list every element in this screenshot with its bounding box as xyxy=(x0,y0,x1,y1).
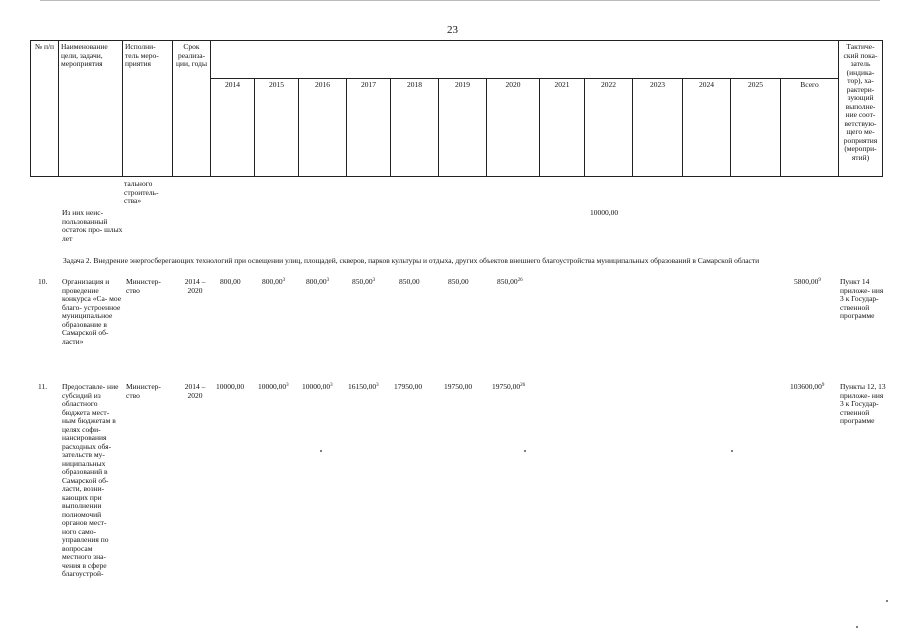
scan-speck xyxy=(856,626,858,628)
page-top-edge xyxy=(40,0,880,1)
header-year-2016: 2016 xyxy=(299,79,347,177)
row-11-2020: 19750,00$^{26}$ xyxy=(492,382,526,391)
header-year-2020: 2020 xyxy=(487,79,540,177)
header-year-2019: 2019 xyxy=(439,79,487,177)
scan-speck xyxy=(886,600,888,602)
row-10-indicator: Пункт 14 приложе- ния 3 к Государ- ственной программе xyxy=(840,277,884,320)
header-col-indicator: Тактиче- ский пока- затель (индика- тор), ха- рактери- зующий выполне- ние соот- ветствую- щего ме- роприятия (меропри- ятий) xyxy=(839,41,883,177)
row-10-2014: 800,00 xyxy=(220,277,241,286)
row-11-total: 103600,00$^9$ xyxy=(790,382,825,391)
row-11-2017: 16150,00$^3$ xyxy=(348,382,379,391)
scan-speck xyxy=(320,450,322,452)
scan-speck xyxy=(731,450,733,452)
row-10-total: 5800,00$^9$ xyxy=(794,277,821,286)
row-10-2018: 850,00 xyxy=(399,277,420,286)
row-11-2014: 10000,00 xyxy=(216,382,245,391)
header-col-exec: Исполни- тель меро- приятия xyxy=(123,41,173,177)
header-year-2025: 2025 xyxy=(731,79,781,177)
row-10-2016: 800,00$^3$ xyxy=(306,277,330,286)
row-11-indicator: Пункты 12, 13 приложе- ния 3 к Государ- ственной программе xyxy=(840,382,886,425)
scan-speck xyxy=(524,450,526,452)
row-11-name: Предоставле- ние субсидий из областного бюджета мест- ным бюджетам в целях софи- нансирования расходных обя- зательств му- ниципальных образований в Самарской об- ласти, возни- кающих при выполнении полномочий органов мест- ного само- управления по вопросам местного зна- чения в сфере благоустрой- xyxy=(62,382,119,578)
row-11-2015: 10000,00$^3$ xyxy=(258,382,289,391)
row-10-2015: 800,00$^3$ xyxy=(262,277,286,286)
row-10-term: 2014 – 2020 xyxy=(184,277,206,295)
header-year-2024: 2024 xyxy=(683,79,731,177)
header-year-2018: 2018 xyxy=(391,79,439,177)
row-11-exec: Министер- ство xyxy=(126,382,161,400)
header-total: Всего xyxy=(781,79,839,177)
header-year-2022: 2022 xyxy=(585,79,633,177)
row-10-2017: 850,00$^3$ xyxy=(352,277,376,286)
task-2-heading: Задача 2. Внедрение энергосберегающих технологий при освещении улиц, площадей, скверов, парков культуры и отдыха, других объектов внешнего благоустройства муниципальных образований в Самарской области xyxy=(63,256,760,265)
header-year-2015: 2015 xyxy=(255,79,299,177)
row-11-2018: 17950,00 xyxy=(394,382,423,391)
row-10-2019: 850,00 xyxy=(448,277,469,286)
header-year-2014: 2014 xyxy=(211,79,255,177)
header-year-2023: 2023 xyxy=(633,79,683,177)
row-11-no: 11. xyxy=(38,382,48,391)
header-col-no: № п/п xyxy=(31,41,59,177)
header-year-2017: 2017 xyxy=(347,79,391,177)
unused-balance-label: Из них неис- пользованный остаток про- шлых лет xyxy=(62,208,123,243)
row-10-exec: Министер- ство xyxy=(126,277,161,295)
row-10-no: 10. xyxy=(38,277,48,286)
header-col-name: Наименование цели, задачи, мероприятия xyxy=(59,41,123,177)
header-col-term: Срок реализа- ции, годы xyxy=(173,41,211,177)
header-year-2021: 2021 xyxy=(540,79,585,177)
row-10-name: Организация и проведение конкурса «Са- мое благо- устроенное муниципальное образование в Самарской об- ласти» xyxy=(62,277,122,346)
page-number: 23 xyxy=(447,24,458,36)
row-11-term: 2014 – 2020 xyxy=(184,382,206,400)
header-years-group xyxy=(211,41,839,79)
row-11-2019: 19750,00 xyxy=(444,382,473,391)
exec-continuation: тального строитель- ства» xyxy=(124,179,159,205)
unused-balance-2022: 10000,00 xyxy=(590,208,619,217)
header-table xyxy=(30,40,883,177)
row-10-2020: 850,00$^{26}$ xyxy=(497,277,523,286)
row-11-2016: 10000,00$^3$ xyxy=(302,382,333,391)
